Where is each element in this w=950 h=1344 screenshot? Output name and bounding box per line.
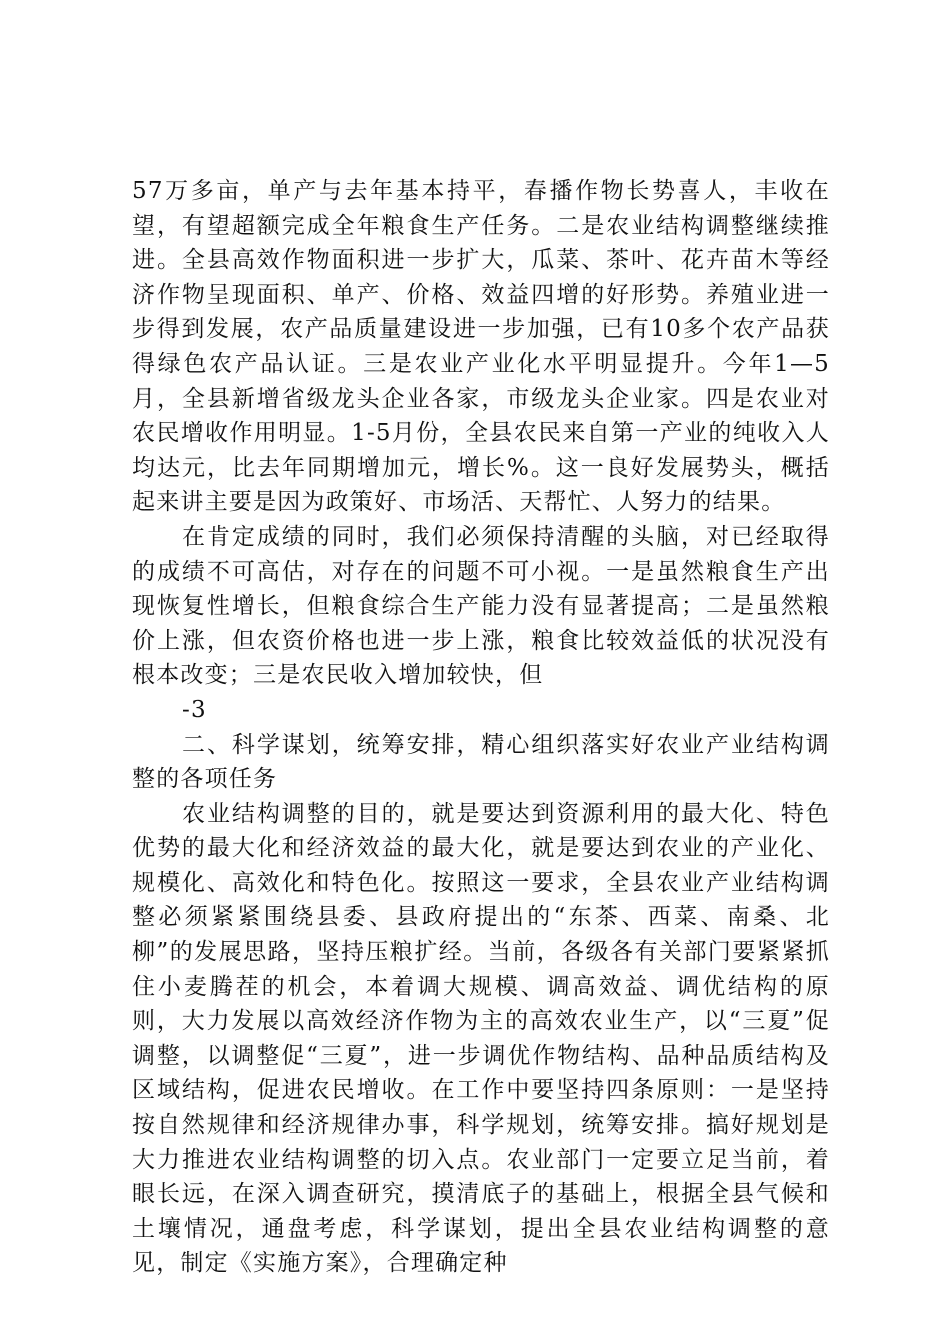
paragraph-problems: 在肯定成绩的同时，我们必须保持清醒的头脑，对已经取得的成绩不可高估，对存在的问题不可小视。一是虽然粮食生产出现恢复性增长，但粮食综合生产能力没有显著提高；二是虽然粮价上涨，但农资价格也进一步上涨，粮食比较效益低的状况没有根本改变；三是农民收入增加较快，但 bbox=[132, 523, 830, 689]
page-number: -3 bbox=[182, 696, 207, 723]
paragraph-grain-and-structure: 57万多亩，单产与去年基本持平，春播作物长势喜人，丰收在望，有望超额完成全年粮食生产任务。二是农业结构调整继续推进。全县高效作物面积进一步扩大，瓜菜、茶叶、花卉苗木等经济作物呈现面积、单产、价格、效益四增的好形势。养殖业进一步得到发展，农产品质量建设进一步加强，已有10多个农产品获得绿色农产品认证。三是农业产业化水平明显提升。今年1—5月，全县新增省级龙头企业各家，市级龙头企业家。四是农业对农民增收作用明显。1-5月份，全县农民来自第一产业的纯收入人均达元，比去年同期增加元，增长%。这一良好发展势头，概括起来讲主要是因为政策好、市场活、天帮忙、人努力的结果。 bbox=[132, 178, 830, 516]
section-heading-2: 二、科学谋划，统筹安排，精心组织落实好农业产业结构调整的各项任务 bbox=[132, 731, 830, 793]
paragraph-structure-adjustment: 农业结构调整的目的，就是要达到资源利用的最大化、特色优势的最大化和经济效益的最大化，就是要达到农业的产业化、规模化、高效化和特色化。按照这一要求，全县农业产业结构调整必须紧紧围绕县委、县政府提出的“东茶、西菜、南桑、北柳”的发展思路，坚持压粮扩经。当前，各级各有关部门要紧紧抓住小麦腾茬的机会，本着调大规模、调高效益、调优结构的原则，大力发展以高效经济作物为主的高效农业生产，以“三夏”促调整，以调整促“三夏”，进一步调优作物结构、品种品质结构及区域结构，促进农民增收。在工作中要坚持四条原则：一是坚持按自然规律和经济规律办事，科学规划，统筹安排。搞好规划是大力推进农业结构调整的切入点。农业部门一定要立足当前，着眼长远，在深入调查研究，摸清底子的基础上，根据全县气候和土壤情况，通盘考虑，科学谋划，提出全县农业结构调整的意见，制定《实施方案》，合理确定种 bbox=[132, 800, 830, 1277]
document-body bbox=[132, 174, 830, 1281]
